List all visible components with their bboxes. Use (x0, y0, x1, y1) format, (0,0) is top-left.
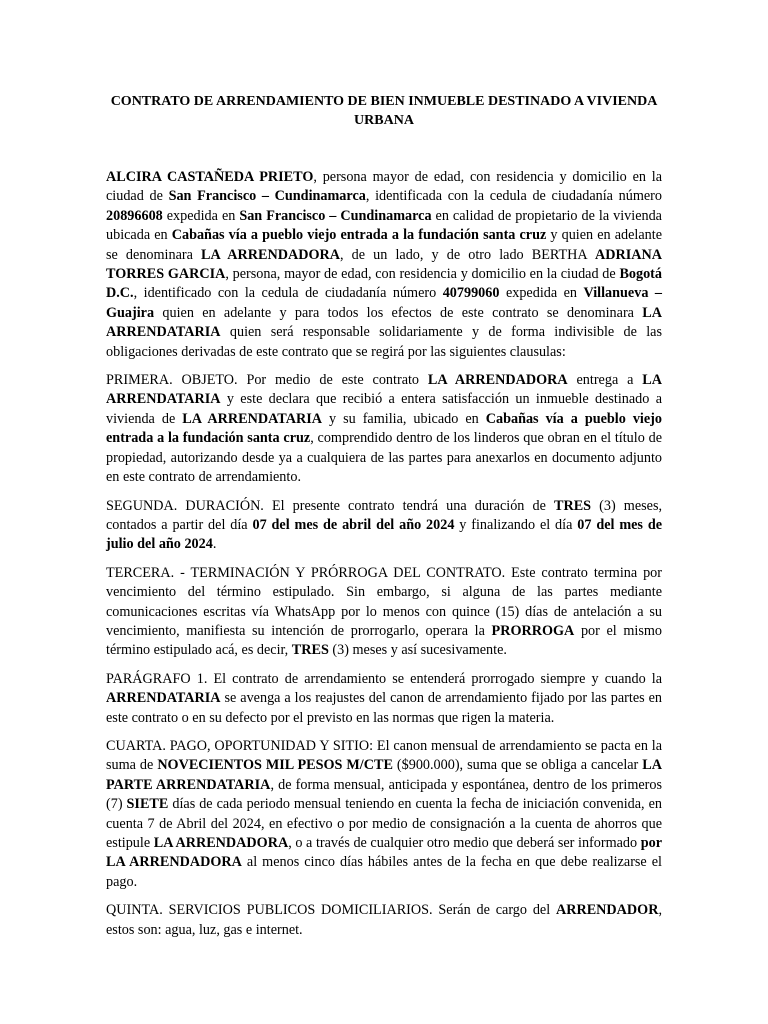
text-run: (3) meses y así sucesivamente. (328, 642, 507, 659)
text-run: , comprendido dentro de los linderos que obran en el título de propiedad, autorizando desde ya a cualquiera de las partes para anexarlos en documento adjunto en este contrato de arrendamiento. (106, 430, 662, 486)
contract-paragraph (106, 564, 662, 661)
text-run: expedida en (162, 207, 240, 224)
bold-text-run: TRES (291, 642, 329, 659)
text-run: y este declara que recibió a entera satisfacción un inmueble destinado a vivienda de (106, 391, 662, 427)
bold-text-run: San Francisco – Cundinamarca (168, 188, 366, 205)
text-run: , estos son: agua, luz, gas e internet. (106, 902, 662, 938)
bold-text-run: ARRENDADOR (555, 902, 659, 919)
bold-text-run: LA ARRENDADORA (201, 246, 340, 263)
text-run: y su familia, ubicado en (321, 410, 486, 427)
text-run: PARÁGRAFO 1. El contrato de arrendamiento se entenderá prorrogado siempre y cuando la (106, 670, 662, 687)
document-body (106, 168, 662, 940)
contract-paragraph (106, 737, 662, 892)
bold-text-run: LA ARRENDATARIA (106, 372, 662, 408)
bold-text-run: NOVECIENTOS MIL PESOS M/CTE (157, 757, 393, 774)
text-run: , persona, mayor de edad, con residencia y domicilio en la ciudad de (225, 266, 620, 283)
text-run: CUARTA. PAGO, OPORTUNIDAD Y SITIO: El canon mensual de arrendamiento se pacta en la suma de (106, 737, 662, 774)
text-run: ($900.000), suma que se obliga a cancelar (392, 757, 643, 774)
text-run: , persona mayor de edad, con residencia y domicilio en la ciudad de (106, 169, 662, 205)
text-run: entrega a (567, 372, 643, 389)
bold-text-run: por LA ARRENDADORA (106, 835, 662, 871)
bold-text-run: ALCIRA CASTAÑEDA PRIETO (106, 169, 314, 185)
text-run: días de cada periodo mensual teniendo en cuenta la fecha de iniciación convenida, en cuenta 7 de Abril del 2024, en efectivo o por medio de consignación a la cuenta de ahorros que estipule (106, 796, 662, 851)
text-run: al menos cinco días hábiles antes de la fecha en que debe realizarse el pago. (106, 854, 662, 890)
bold-text-run: San Francisco – Cundinamarca (239, 207, 432, 224)
bold-text-run: Cabañas vía a pueblo viejo entrada a la fundación santa cruz (171, 227, 547, 244)
bold-text-run: Bogotá D.C. (106, 266, 662, 302)
text-run: , de un lado, y de otro lado BERTHA (339, 246, 595, 263)
bold-text-run: 07 del mes de julio del año 2024 (106, 516, 663, 553)
bold-text-run: ADRIANA TORRES GARCIA (106, 246, 662, 283)
bold-text-run: LA ARRENDADORA (153, 835, 289, 851)
bold-text-run: 07 del mes de abril del año 2024 (252, 516, 455, 533)
text-run: y quien en adelante se denominara (106, 227, 662, 263)
text-run: , o a través de cualquier otro medio que deberá ser informado (288, 835, 641, 851)
text-run: por el mismo término estipulado acá, es decir, (106, 622, 662, 659)
bold-text-run: 40799060 (442, 285, 500, 302)
contract-paragraph (106, 371, 662, 487)
bold-text-run: Villanueva – Guajira (106, 285, 662, 321)
text-run: , de forma mensual, anticipada y espontánea, dentro de los primeros (7) (106, 776, 662, 813)
text-run: PRIMERA. OBJETO. Por medio de este contrato (106, 372, 428, 389)
contract-paragraph (106, 670, 662, 728)
bold-text-run: Cabañas vía a pueblo viejo entrada a la fundación santa cruz (106, 410, 662, 447)
bold-text-run: LA ARRENDATARIA (106, 304, 662, 341)
contract-paragraph (106, 168, 662, 362)
text-run: quien será responsable solidariamente y de forma indivisible de las obligaciones derivadas de este contrato que se regirá por las siguientes clausulas: (106, 324, 662, 360)
text-run: expedida en (499, 285, 584, 302)
bold-text-run: SIETE (126, 796, 169, 813)
contract-paragraph (106, 901, 662, 940)
text-run: SEGUNDA. DURACIÓN. El presente contrato tendrá una duración de (106, 497, 554, 514)
document-title: CONTRATO DE ARRENDAMIENTO DE BIEN INMUEBLE DESTINADO A VIVIENDA URBANA (110, 94, 658, 128)
text-run: en calidad de propietario de la vivienda ubicada en (106, 207, 662, 244)
text-run: , identificada con la cedula de ciudadanía número (365, 188, 662, 205)
contract-paragraph (106, 497, 662, 555)
text-run: quien en adelante y para todos los efectos de este contrato se denominara (154, 304, 643, 321)
bold-text-run: LA ARRENDADORA (427, 372, 568, 389)
text-run: QUINTA. SERVICIOS PUBLICOS DOMICILIARIOS. Serán de cargo del (106, 902, 556, 919)
text-run: TERCERA. - TERMINACIÓN Y PRÓRROGA DEL CONTRATO. Este contrato termina por vencimiento del término estipulado. Sin embargo, si alguna de las partes mediante comunicaciones escritas vía WhatsApp por lo menos con quince (15) días de antelación a su vencimiento, manifiesta su intención de prorrogarlo, operara la (106, 564, 662, 639)
bold-text-run: LA PARTE ARRENDATARIA (106, 757, 662, 793)
bold-text-run: TRES (553, 497, 592, 514)
bold-text-run: ARRENDATARIA (106, 690, 221, 707)
text-run: y finalizando el día (454, 516, 578, 533)
text-run: , identificado con la cedula de ciudadanía número (133, 285, 443, 302)
text-run: se avenga a los reajustes del canon de arrendamiento fijado por las partes en este contrato o en su defecto por el previsto en las normas que rigen la materia. (106, 690, 662, 726)
bold-text-run: PRORROGA (491, 622, 575, 639)
text-run: (3) meses, contados a partir del día (106, 497, 663, 533)
text-run: . (212, 536, 217, 553)
bold-text-run: LA ARRENDATARIA (182, 410, 322, 427)
bold-text-run: 20896608 (106, 207, 163, 224)
